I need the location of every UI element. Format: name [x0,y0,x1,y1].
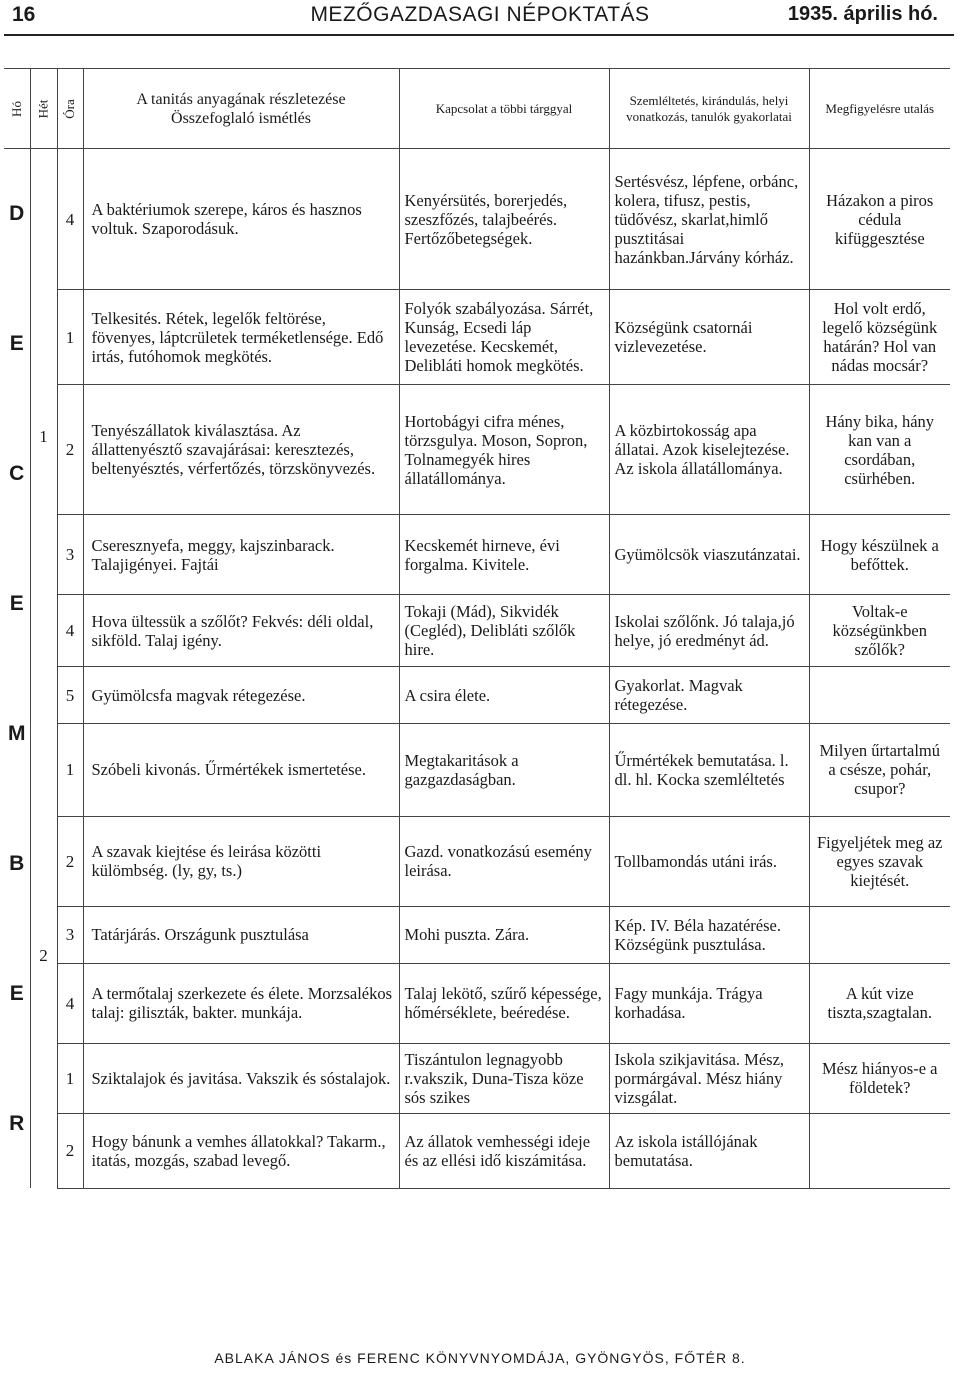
references-cell: Hol volt erdő, legelő községünk határán? Hol van nádas mocsár? [809,290,950,385]
issue-date: 1935. április hó. [787,3,938,25]
month-letter: E [9,592,24,616]
description-cell: Telkesités. Rétek, legelők feltörése, fövenyes, láptcrületek terméketlensége. Edő irtás, futóhomok megkötés. [83,290,399,385]
table-row [4,515,950,595]
hour-cell: 2 [57,816,83,906]
month-letter: D [9,202,25,226]
month-letter: E [9,981,24,1005]
hour-cell: 2 [57,385,83,515]
description-cell: A termőtalaj szerkezete és élete. Morzsalékos talaj: giliszták, bakter. munkája. [83,963,399,1043]
references-cell: Házakon a piros cédula kifüggesztése [809,149,950,290]
observations-cell: A közbirtokosság apa állatai. Azok kiselejtezése. Az iskola állatállománya. [609,385,809,515]
relations-cell: Tokaji (Mád), Sikvidék (Cegléd), Delibláti szőlők hire. [399,595,609,667]
table-row [4,1043,950,1113]
observations-cell: Az iskola istállójának bemutatása. [609,1113,809,1188]
table-row [4,963,950,1043]
table-row [4,385,950,515]
hour-cell: 1 [57,290,83,385]
header-hour: Óra [57,69,83,149]
table-row [4,906,950,963]
references-cell: Figyeljétek meg az egyes szavak kiejtését. [809,816,950,906]
relations-cell: Az állatok vemhességi ideje és az ellési idő kiszámitása. [399,1113,609,1188]
description-cell: Szóbeli kivonás. Űrmértékek ismertetése. [83,724,399,817]
observations-cell: Iskolai szőlőnk. Jó talaja,jó helye, jó eredményt ád. [609,595,809,667]
relations-cell: Kecskemét hirneve, évi forgalma. Kivitele. [399,515,609,595]
references-cell [809,1113,950,1188]
hour-cell: 1 [57,1043,83,1113]
references-cell: Voltak-e községünkben szőlők? [809,595,950,667]
references-cell: Hány bika, hány kan van a csordában, csürhében. [809,385,950,515]
description-cell: Tenyészállatok kiválasztása. Az állattenyésztő szavajárásai: keresztezés, beltenyésztés, vérfertőzés, törzskönyvezés. [83,385,399,515]
references-cell: A kút vize tiszta,szagtalan. [809,963,950,1043]
hour-cell: 3 [57,515,83,595]
curriculum-table [4,68,950,1189]
month-letter: M [8,721,26,745]
table-row [4,1113,950,1188]
relations-cell: Talaj lekötő, szűrő képessége, hőmérséklete, beéredése. [399,963,609,1043]
table-header-row [4,69,950,149]
observations-cell: Iskola szikjavitása. Mész, pormárgával. Mész hiány vizsgálat. [609,1043,809,1113]
hour-cell: 4 [57,963,83,1043]
description-cell: Tatárjárás. Országunk pusztulása [83,906,399,963]
observations-cell: Fagy munkája. Trágya korhadása. [609,963,809,1043]
month-letter: B [9,851,25,875]
hour-cell: 3 [57,906,83,963]
month-label [4,149,30,1189]
page-title: MEZŐGAZDASAGI NÉPOKTATÁS [310,3,650,26]
table-row [4,724,950,817]
table-row [4,595,950,667]
hour-cell: 1 [57,724,83,817]
observations-cell: Kép. IV. Béla hazatérése. Községünk pusztulása. [609,906,809,963]
references-cell [809,906,950,963]
relations-cell: Tiszántulon legnagyobb r.vakszik, Duna-Tisza köze sós szikes [399,1043,609,1113]
month-letter: E [9,332,24,356]
relations-cell: Mohi puszta. Zára. [399,906,609,963]
week-label: 1 [30,149,57,724]
description-cell: Hogy bánunk a vemhes állatokkal? Takarm., itatás, mozgás, szabad levegő. [83,1113,399,1188]
header-week: Hét [30,69,57,149]
relations-cell: Hortobágyi cifra ménes, törzsgulya. Moson, Sopron, Tolnamegyék hires állatállománya. [399,385,609,515]
page-number: 16 [12,3,36,26]
hour-cell: 5 [57,667,83,724]
description-cell: A baktériumok szerepe, káros és hasznos voltuk. Szaporodásuk. [83,149,399,290]
relations-cell: Folyók szabályozása. Sárrét, Kunság, Ecsedi láp levezetése. Kecskemét, Delibláti homok megkötés. [399,290,609,385]
printer-imprint: ABLAKA JÁNOS és FERENC KÖNYVNYOMDÁJA, GYÖNGYÖS, FŐTÉR 8. [214,1350,746,1366]
description-cell: Gyümölcsfa magvak rétegezése. [83,667,399,724]
month-letter: R [9,1111,25,1135]
observations-cell: Gyakorlat. Magvak rétegezése. [609,667,809,724]
hour-cell: 4 [57,149,83,290]
description-cell: Cseresznyefa, meggy, kajszinbarack. Talajigényei. Fajtái [83,515,399,595]
hour-cell: 4 [57,595,83,667]
header-relations: Kapcsolat a többi tárggyal [399,69,609,149]
references-cell: Mész hiányos-e a földetek? [809,1043,950,1113]
page-header [0,0,960,44]
references-cell: Milyen űrtartalmú a csésze, pohár, csupor? [809,724,950,817]
relations-cell: Megtakaritások a gazgazdaságban. [399,724,609,817]
observations-cell: Gyümölcsök viaszutánzatai. [609,515,809,595]
relations-cell: Gazd. vonatkozású esemény leirása. [399,816,609,906]
observations-cell: Űrmértékek bemutatása. l. dl. hl. Kocka szemléltetés [609,724,809,817]
description-cell: Hova ültessük a szőlőt? Fekvés: déli oldal, sikföld. Talaj igény. [83,595,399,667]
table-row [4,667,950,724]
table-row [4,290,950,385]
header-description: A tanitás anyagának részletezése Összefoglaló ismétlés [83,69,399,149]
header-observations: Szemléltetés, kirándulás, helyi vonatkozás, tanulók gyakorlatai [609,69,809,149]
observations-cell: Sertésvész, lépfene, orbánc, kolera, tifusz, pestis, tüdővész, skarlat,himlő pusztitásai hazánkban.Járvány kórház. [609,149,809,290]
observations-cell: Községünk csatornái vizlevezetése. [609,290,809,385]
header-rule [4,34,954,36]
hour-cell: 2 [57,1113,83,1188]
week-label: 2 [30,724,57,1189]
relations-cell: Kenyérsütés, borerjedés, szeszfőzés, talajbeérés. Fertőzőbetegségek. [399,149,609,290]
description-cell: A szavak kiejtése és leirása közötti külömbség. (ly, gy, ts.) [83,816,399,906]
description-cell: Sziktalajok és javitása. Vakszik és sóstalajok. [83,1043,399,1113]
header-month: Hó [4,69,30,149]
header-references: Megfigyelésre utalás [809,69,950,149]
references-cell: Hogy készülnek a befőttek. [809,515,950,595]
table-row [4,816,950,906]
month-letter: C [9,462,25,486]
references-cell [809,667,950,724]
table-row [4,149,950,290]
relations-cell: A csira élete. [399,667,609,724]
observations-cell: Tollbamondás utáni irás. [609,816,809,906]
